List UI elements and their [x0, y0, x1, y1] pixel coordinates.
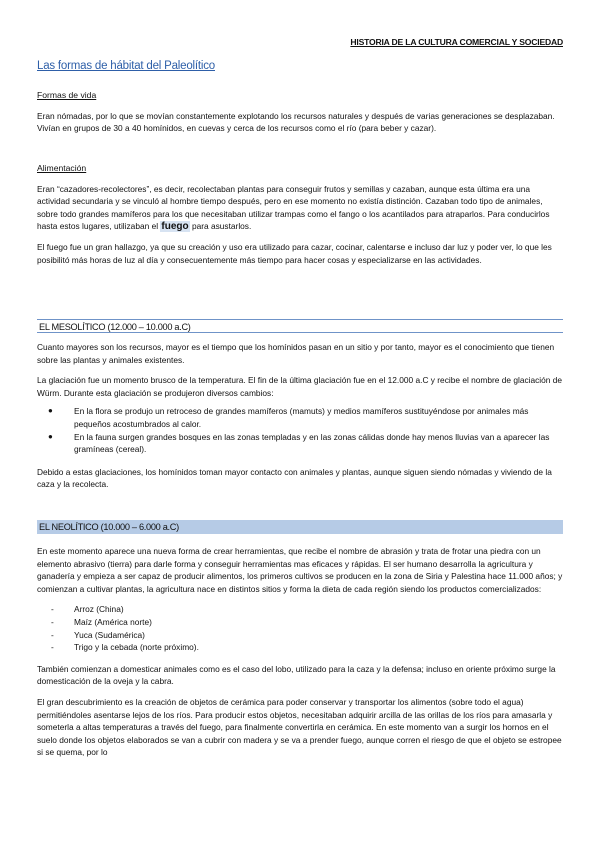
mesolitico-paragraph-1: Cuanto mayores son los recursos, mayor es el tiempo que los homínidos pasan en un sitio y por tanto, mayor es el conocimiento que tienen sobre las plantas y animales existentes.: [37, 342, 555, 365]
list-item: [37, 603, 563, 616]
neolitico-paragraph-2: También comienzan a domesticar animales como es el caso del lobo, utilizado para la caza y la defensa; incluso en oriente próximo surge la domesticación de la oveja y la cabra.: [37, 663, 556, 687]
dash-icon: -: [51, 616, 54, 627]
list-item: [37, 431, 563, 456]
list-item-text: Arroz (China): [74, 604, 124, 615]
list-item-text: Trigo y la cebada (norte próximo).: [74, 642, 199, 653]
neolitico-paragraph-3: El gran descubrimiento es la creación de objetos de cerámica para poder conservar y transportar los alimentos (sobre todo el agua) permitiéndoles asentarse lejos de los ríos. Para producir estos objetos, necesitaban adquirir arcilla de las orillas de los ríos para amasarla y someterla a altas temperaturas a través del fuego, para finalmente convertirla en cerámica. En este momento van a surgir los hornos en el suelo donde los objetos elaborados se van a cubrir con madera y se va a prender fuego, aunque corren el riesgo de que el objeto se estropee si se quema, por lo: [37, 696, 562, 758]
mesolitico-bullet-list: [37, 405, 563, 455]
productos-list: [37, 603, 563, 653]
document-header: HISTORIA DE LA CULTURA COMERCIAL Y SOCIEDAD: [350, 37, 563, 47]
section-title: Las formas de hábitat del Paleolítico: [37, 60, 215, 72]
mesolitico-section: [37, 341, 563, 491]
mesolitico-paragraph-2: La glaciación fue un momento brusco de la temperatura. El fin de la última glaciación fue en el 12.000 a.C y recibe el nombre de glaciación de Würm. Durante esta glaciación se produjeron diversos cambios:: [37, 375, 563, 398]
alimentacion-heading: Alimentación: [37, 163, 87, 173]
dash-icon: -: [51, 642, 54, 653]
bullet-icon: ●: [48, 406, 53, 416]
mesolitico-paragraph-3: Debido a estas glaciaciones, los homínidos toman mayor contacto con animales y plantas, aunque siguen siendo nómadas y viviendo de la caza y la recolecta.: [37, 466, 552, 490]
list-item: [37, 641, 563, 654]
list-item: [37, 616, 563, 629]
alimentacion-paragraph: [37, 183, 563, 234]
alimentacion-text-1: Eran “cazadores-recolectores”, es decir, recolectaban plantas para conseguir frutos y semillas y cazaban, aunque esta última era una actividad secundaria y se vinculó al hombre tiempo después, pero en ese momento no existía distinción. Cazaban todo tipo de animales, sobre todo grandes mamíferos para los que necesitaban utilizar trampas como el fango o los acantilados para atraparlos. Para conducirlos hasta estos lugares, utilizaban el: [37, 183, 550, 232]
dash-icon: -: [51, 629, 54, 640]
alimentacion-text-2: para asustarlos.: [191, 221, 252, 232]
bullet-text: En la fauna surgen grandes bosques en las zonas templadas y en las zonas cálidas donde hay menos lluvias van a aparecer las gramíneas (cereal).: [74, 431, 550, 455]
neolitico-section: [37, 545, 563, 759]
mesolitico-heading: EL MESOLÍTICO (12.000 – 10.000 a.C): [37, 319, 563, 333]
formas-heading: Formas de vida: [37, 90, 97, 100]
bullet-icon: ●: [48, 431, 53, 441]
neolitico-paragraph-1: En este momento aparece una nueva forma de crear herramientas, que recibe el nombre de abrasión y trata de frotar una piedra con un elemento abrasivo (tierra) para darle forma y conseguir herramientas mas eficaces y rápidas. El ser humano desarrolla la agricultura y ganadería y empieza a ser capaz de producir alimentos, los primeros cultivos se producen en la zona de Siria y Palestina hace 11.000 años; y comienzan a cultivar plantas, la agricultura nace en distintos sitios y forma la dieta de cada región siendo los productos comercializados:: [37, 546, 563, 594]
alimentacion-section: [37, 162, 563, 266]
dash-icon: -: [51, 604, 54, 615]
list-item-text: Maíz (América norte): [74, 616, 152, 627]
list-item: [37, 629, 563, 642]
list-item-text: Yuca (Sudamérica): [74, 629, 145, 640]
bullet-text: En la flora se produjo un retroceso de grandes mamíferos (mamuts) y medios mamíferos sustituyéndose por animales más pequeños acostumbrados al calor.: [74, 406, 529, 429]
neolitico-heading: EL NEOLÍTICO (10.000 – 6.000 a.C): [37, 520, 563, 534]
list-item: [37, 405, 563, 430]
fuego-paragraph: El fuego fue un gran hallazgo, ya que su creación y uso era utilizado para cazar, cocinar, calentarse e incluso dar luz y poder ver, lo que les posibilitó más horas de luz al día y consecuentemente más tiempo para hacer cosas y especializarse en las actividades.: [37, 241, 552, 265]
fuego-highlight: fuego: [161, 221, 189, 233]
formas-paragraph: Eran nómadas, por lo que se movían constantemente explotando los recursos naturales y después de varias generaciones se desplazaban. Vivían en grupos de 30 a 40 homínidos, en cuevas y cerca de los recursos como el río (para beber y cazar).: [37, 110, 555, 134]
formas-section: [37, 89, 563, 135]
